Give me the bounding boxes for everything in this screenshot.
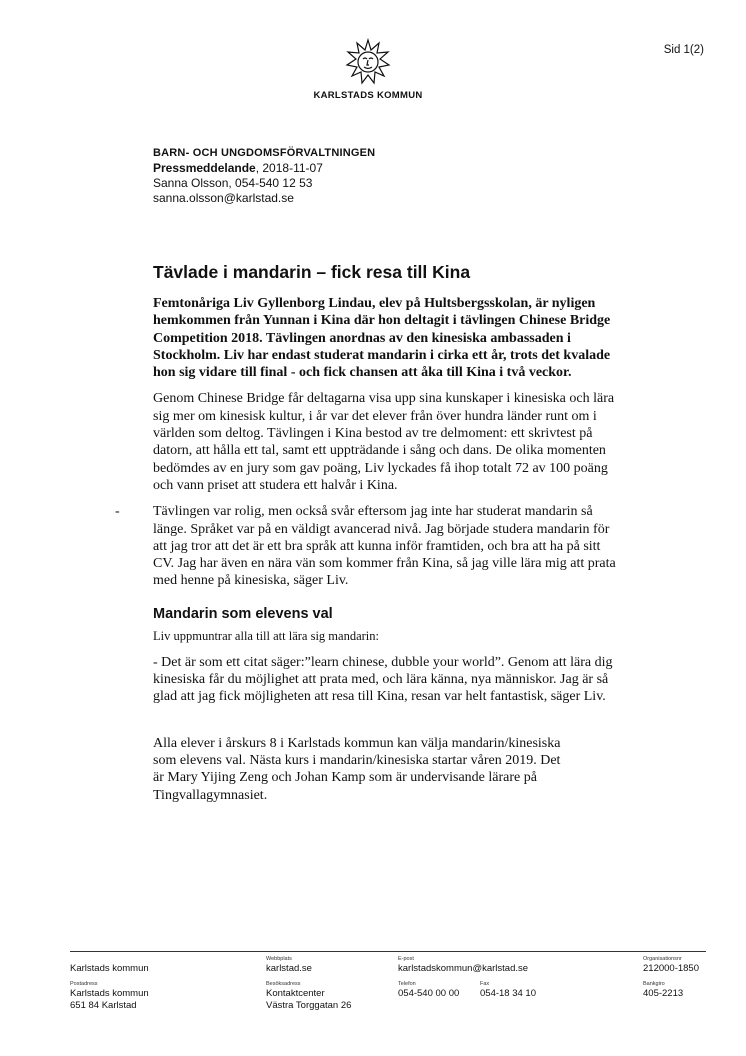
postadress-line-1: Karlstads kommun bbox=[70, 988, 149, 999]
sender-block bbox=[153, 146, 375, 206]
quote-2: - Det är som ett citat säger:”learn chinese, dubble your world”. Genom att lära dig kinesiska får du möjlighet att prata med, och lära känna, nya människor. Jag är så glad att jag fick möjligheten att resa till Kina, resan var helt fantastisk, säger Liv. bbox=[153, 654, 613, 705]
press-release-line bbox=[153, 161, 375, 176]
paragraph-1: Genom Chinese Bridge får deltagarna visa upp sina kunskaper i kinesiska och lära sig mer om kinesisk kultur, i år var det elever från över hundra länder runt om i världen som deltog. Tävlingen i Kina bestod av tre delmoment: ett skrivtest på datorn, att hålla ett tal, samt ett uppträdande i sång och dans. De olika momenten bedömdes av en jury som gav poäng, Liv lyckades få ihop totalt 72 av 100 poäng och vann priset att studera ett halvår i Kina. bbox=[153, 391, 615, 493]
headline: Tävlade i mandarin – fick resa till Kina bbox=[153, 262, 471, 282]
footer-bankgiro-col bbox=[643, 981, 683, 1000]
karlstad-logo bbox=[298, 38, 438, 101]
quote-dash: - bbox=[115, 504, 120, 520]
epost-link[interactable]: karlstadskommun@karlstad.se bbox=[398, 963, 529, 974]
sun-face-icon bbox=[345, 38, 391, 86]
quote-1-text: Tävlingen var rolig, men också svår eftersom jag inte har studerat mandarin så länge. Språket var på en väldigt avancerad nivå. Jag började studera mandarin för att jag tror att det är ett bra språk att kunna inför framtiden, och bra att ha på sitt CV. Jag har även en nära vän som kommer från Kina, så jag ville lära mig att prata med henne på kinesiska, säger Liv. bbox=[153, 504, 616, 589]
press-release-date: , 2018-11-07 bbox=[255, 161, 323, 175]
footer-orgnr-col bbox=[643, 956, 699, 975]
closing-paragraph: Alla elever i årskurs 8 i Karlstads kommun kan välja mandarin/kinesiska som elevens val. Nästa kurs i mandarin/kinesiska startar våren 2019. Det är Mary Yijing Zeng och Johan Kamp som är undervisande lärare på Tingvallagymnasiet. bbox=[153, 735, 561, 803]
department: BARN- OCH UNGDOMSFÖRVALTNINGEN bbox=[153, 147, 376, 159]
orgnr-label: Organisationsnr bbox=[643, 956, 682, 962]
footer-email-col bbox=[398, 956, 528, 975]
logo-text: KARLSTADS KOMMUN bbox=[313, 90, 423, 101]
webbplats-label: Webbplats bbox=[266, 956, 292, 962]
footer-telefon-col bbox=[398, 981, 459, 1000]
quote-1 bbox=[115, 503, 623, 589]
press-release-label: Pressmeddelande bbox=[153, 161, 256, 175]
besoksadress-label: Besöksadress bbox=[266, 981, 301, 987]
besoksadress-line-1: Kontaktcenter bbox=[266, 988, 325, 999]
footer bbox=[70, 951, 706, 1011]
intro-line: Liv uppmuntrar alla till att lära sig mandarin: bbox=[153, 628, 379, 643]
ingress: Femtonåriga Liv Gyllenborg Lindau, elev på Hultsbergsskolan, är nyligen hemkommen från Yunnan i Kina där hon deltagit i tävlingen Chinese Bridge Competition 2018. Tävlingen anordnas av den kinesiska ambassaden i Stockholm. Liv har endast studerat mandarin i cirka ett år, trots det kvalade hon sig vidare till final - och fick chansen att åka till Kina i två veckor. bbox=[153, 296, 611, 381]
contact-person: Sanna Olsson, 054-540 12 53 bbox=[153, 176, 313, 190]
orgnr-value: 212000-1850 bbox=[643, 963, 699, 974]
article bbox=[115, 262, 623, 813]
footer-web-col bbox=[266, 956, 312, 975]
epost-label: E-post bbox=[398, 956, 414, 962]
contact-email[interactable]: sanna.olsson@karlstad.se bbox=[153, 191, 294, 205]
fax-label: Fax bbox=[480, 981, 490, 987]
footer-name-col bbox=[70, 963, 149, 975]
postadress-line-2: 651 84 Karlstad bbox=[70, 999, 137, 1011]
postadress-label: Postadress bbox=[70, 981, 98, 987]
bankgiro-value: 405-2213 bbox=[643, 988, 684, 999]
telefon-label: Telefon bbox=[398, 981, 416, 987]
webbplats-link[interactable]: karlstad.se bbox=[266, 963, 312, 974]
fax-value: 054-18 34 10 bbox=[480, 988, 536, 999]
telefon-value: 054-540 00 00 bbox=[398, 988, 460, 999]
besoksadress-line-2: Västra Torggatan 26 bbox=[266, 999, 352, 1011]
footer-postadress-col bbox=[70, 981, 149, 1011]
footer-name: Karlstads kommun bbox=[70, 963, 149, 974]
footer-besoksadress-col bbox=[266, 981, 351, 1011]
footer-fax-col bbox=[480, 981, 536, 1000]
subheading: Mandarin som elevens val bbox=[153, 605, 333, 622]
page-number: Sid 1(2) bbox=[663, 44, 704, 56]
bankgiro-label: Bankgiro bbox=[643, 981, 665, 987]
